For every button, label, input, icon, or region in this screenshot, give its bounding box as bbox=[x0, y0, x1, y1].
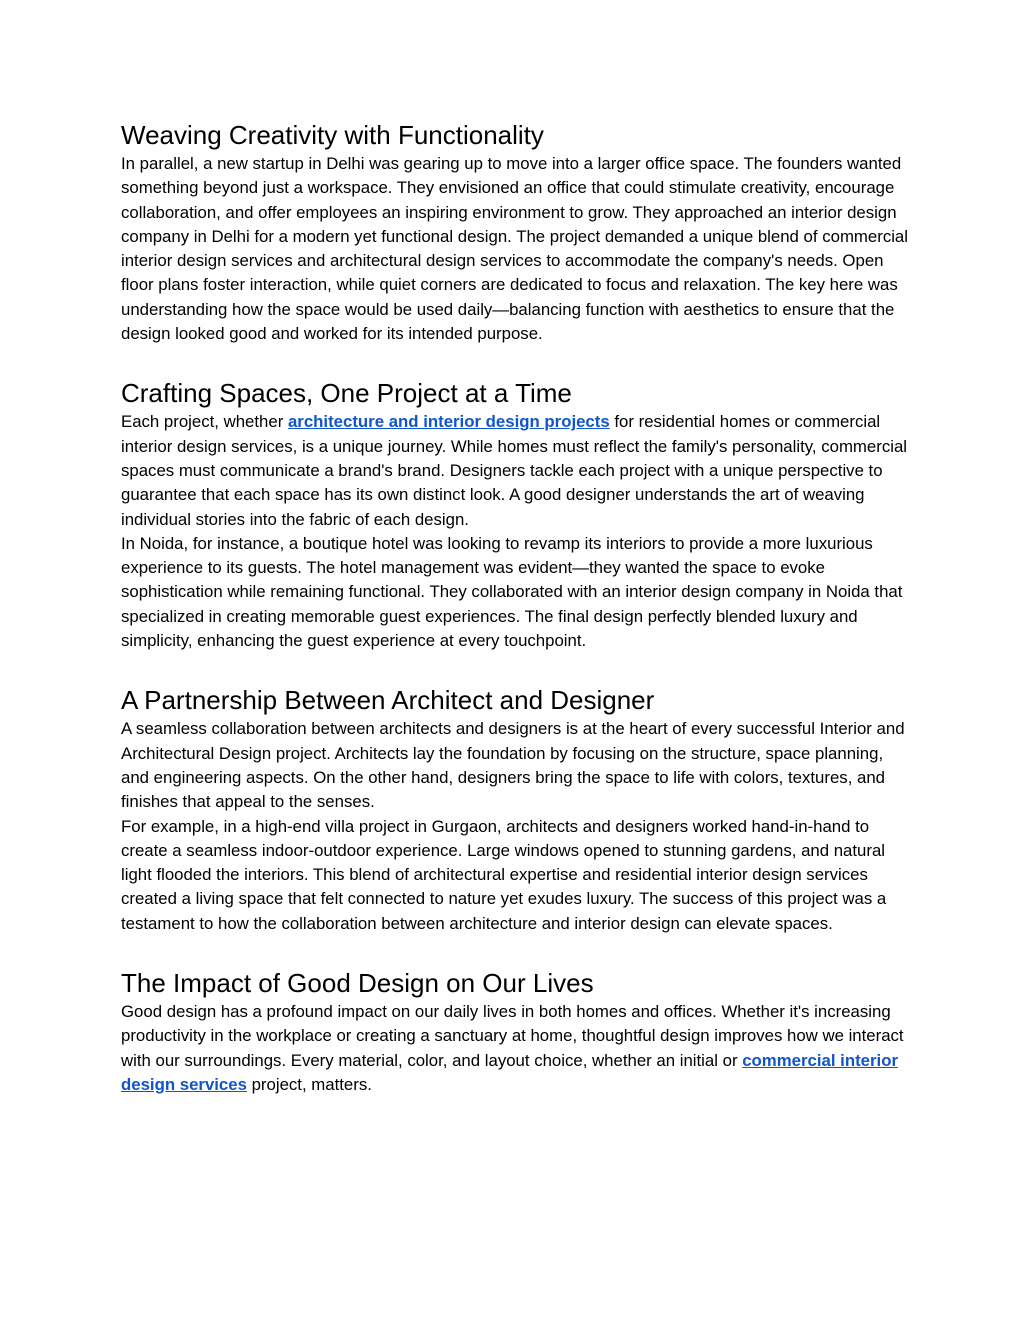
paragraph: In Noida, for instance, a boutique hotel was looking to revamp its interiors to provide a more luxurious experience to its guests. The hotel management was evident—they wanted the space to evoke sophistication while remaining functional. They collaborated with an interior design company in Noida that specialized in creating memorable guest experiences. The final design perfectly blended luxury and simplicity, enhancing the guest experience at every touchpoint. bbox=[121, 533, 903, 651]
section-partnership bbox=[121, 683, 911, 936]
paragraph-text: project, matters. bbox=[246, 1074, 372, 1094]
section-heading: A Partnership Between Architect and Designer bbox=[121, 685, 655, 716]
paragraph bbox=[121, 410, 911, 531]
architecture-interior-design-projects-link[interactable]: architecture and interior design projects bbox=[287, 412, 610, 432]
paragraph: A seamless collaboration between architects and designers is at the heart of every successful Interior and Architectural Design project. Architects lay the foundation by focusing on the structure, space planning, and engineering aspects. On the other hand, designers bring the space to life with colors, textures, and finishes that appeal to the senses. bbox=[121, 719, 905, 812]
paragraph-text: for residential homes or commercial interior design services, is a unique journey. While homes must reflect the family's personality, commercial spaces must communicate a brand's brand. Designers tackle each project with a unique perspective to guarantee that each space has its own distinct look. A good designer understands the art of weaving individual stories into the fabric of each design. bbox=[121, 412, 908, 529]
paragraph: For example, in a high-end villa project in Gurgaon, architects and designers worked hand-in-hand to create a seamless indoor-outdoor experience. Large windows opened to stunning gardens, and natural light flooded the interiors. This blend of architectural expertise and residential interior design services created a living space that felt connected to nature yet exudes luxury. The success of this project was a testament to how the collaboration between architecture and interior design can elevate spaces. bbox=[121, 816, 887, 933]
section-heading: Crafting Spaces, One Project at a Time bbox=[121, 378, 572, 409]
section-crafting-spaces bbox=[121, 376, 911, 653]
section-impact-of-design bbox=[121, 966, 911, 1097]
section-heading: Weaving Creativity with Functionality bbox=[121, 120, 544, 150]
section-heading: The Impact of Good Design on Our Lives bbox=[121, 968, 594, 999]
section-weaving-creativity bbox=[121, 118, 911, 346]
commercial-interior-design-services-link[interactable]: commercial interior design services bbox=[121, 1050, 898, 1094]
paragraph: In parallel, a new startup in Delhi was gearing up to move into a larger office space. The founders wanted something beyond just a workspace. They envisioned an office that could stimulate creativity, encourage collaboration, and offer employees an inspiring environment to grow. They approached an interior design company in Delhi for a modern yet functional design. The project demanded a unique blend of commercial interior design services and architectural design services to accommodate the company's needs. Open floor plans foster interaction, while quiet corners are dedicated to focus and relaxation. The key here was understanding how the space would be used daily—balancing function with aesthetics to ensure that the design looked good and worked for its intended purpose. bbox=[121, 154, 908, 344]
paragraph-text: Good design has a profound impact on our daily lives in both homes and offices. Whether it's increasing productivity in the workplace or creating a sanctuary at home, thoughtful design improves how we interact with our surroundings. Every material, color, and layout choice, whether an initial or bbox=[121, 1002, 904, 1070]
paragraph bbox=[121, 1000, 911, 1097]
document-page bbox=[121, 118, 911, 1127]
paragraph-text: Each project, whether bbox=[121, 412, 288, 432]
